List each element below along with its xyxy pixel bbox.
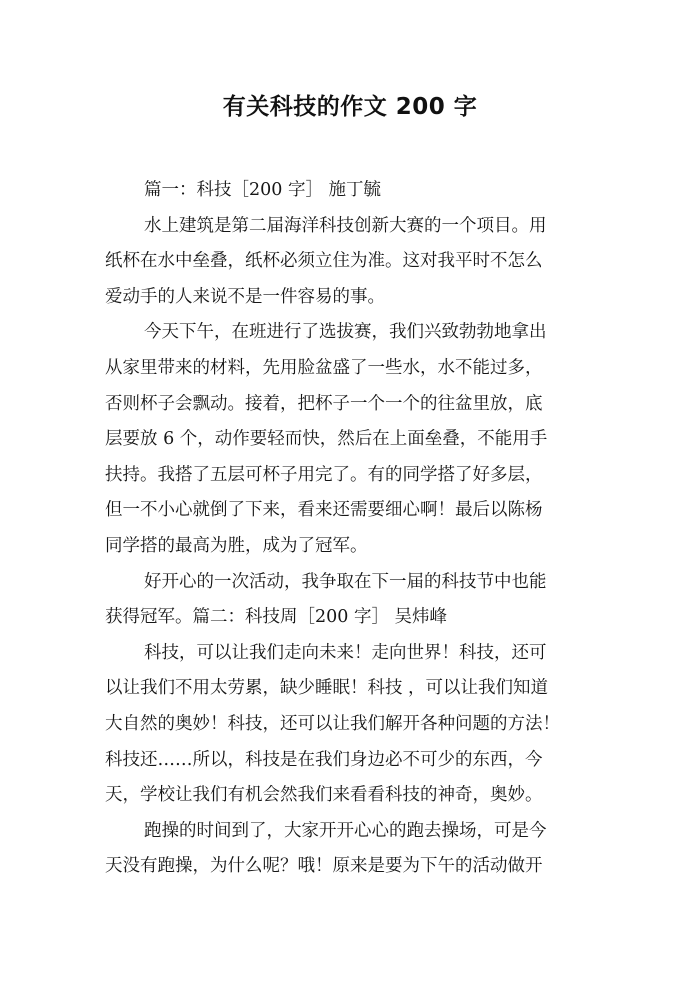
text-line: 大自然的奥妙！科技，还可以让我们解开各种问题的方法！ — [105, 713, 560, 734]
text-line: 以让我们不用太劳累，缺少睡眠！科技 ，可以让我们知道 — [105, 678, 549, 699]
text-line: 天，学校让我们有机会然我们来看看科技的神奇，奥妙。 — [105, 785, 543, 806]
document-body — [105, 173, 597, 885]
text-line: 科技，可以让我们走向未来！走向世界！科技，还可 — [144, 642, 547, 663]
text-line: 但一不小心就倒了下来，看来还需要细心啊！最后以陈杨 — [105, 500, 543, 521]
text-line: 爱动手的人来说不是一件容易的事。 — [105, 286, 385, 307]
text-line: 水上建筑是第二届海洋科技创新大赛的一个项目。用 — [144, 215, 547, 236]
text-line: 好开心的一次活动，我争取在下一届的科技节中也能 — [144, 571, 547, 592]
text-line: 层要放 6 个，动作要轻而快，然后在上面垒叠，不能用手 — [105, 429, 548, 450]
text-line: 跑操的时间到了，大家开开心心的跑去操场，可是今 — [144, 820, 547, 841]
text-line: 纸杯在水中垒叠，纸杯必须立住为准。这对我平时不怎么 — [105, 251, 543, 272]
text-line: 从家里带来的材料，先用脸盆盛了一些水，水不能过多， — [105, 357, 543, 378]
text-line: 今天下午，在班进行了选拔赛，我们兴致勃勃地拿出 — [144, 322, 547, 343]
document-title: 有关科技的作文 200 字 — [222, 94, 478, 120]
text-line: 获得冠军。篇二：科技周［200 字］ 吴炜峰 — [105, 607, 448, 628]
text-line: 科技还……所以，科技是在我们身边必不可少的东西，今 — [105, 749, 543, 770]
text-line: 否则杯子会飘动。接着，把杯子一个一个的往盆里放，底 — [105, 393, 543, 414]
text-line: 同学搭的最高为胜，成为了冠军。 — [105, 535, 368, 556]
text-line: 扶持。我搭了五层可杯子用完了。有的同学搭了好多层， — [105, 464, 543, 485]
text-line: 天没有跑操，为什么呢？哦！原来是要为下午的活动做开 — [105, 856, 543, 877]
text-line: 篇一：科技［200 字］ 施丁毓 — [144, 180, 382, 200]
